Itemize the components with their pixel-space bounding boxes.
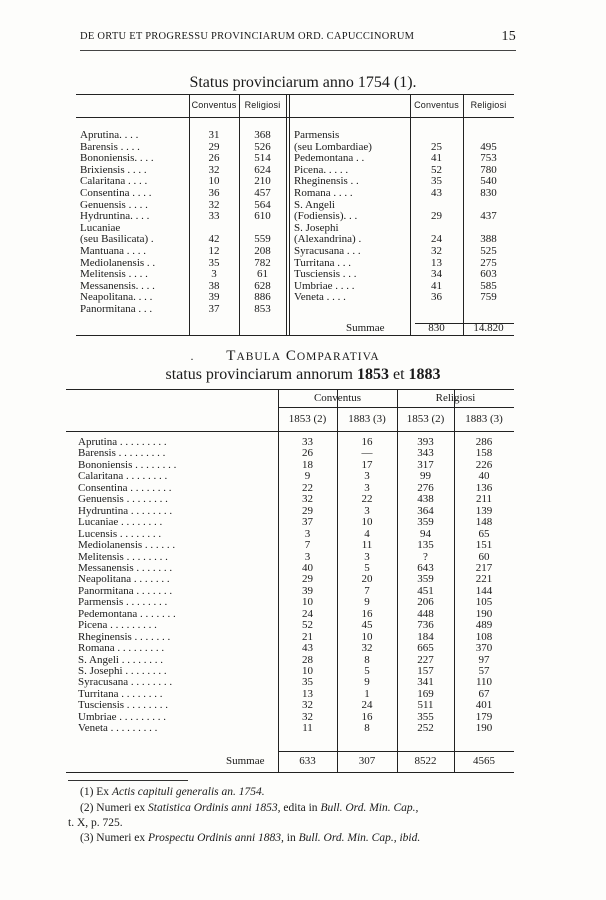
c1853-value: 29 — [302, 504, 313, 517]
r1883-value: 97 — [478, 653, 490, 666]
province-name: Calaritana . . . . . . . . — [78, 470, 168, 483]
province-name: Neapolitana . . . . . . . — [78, 573, 170, 586]
c1853-value: 3 — [304, 527, 311, 540]
fn1-source: Actis capituli generalis an. 1754. — [111, 786, 265, 798]
province-name: Romana . . . . . . . . . — [78, 642, 165, 655]
table1-right-row — [290, 130, 514, 142]
r1853-value: 393 — [417, 436, 434, 448]
table1-left-row — [76, 246, 286, 258]
province-name: Turritana . . . — [294, 256, 352, 269]
religiosi-value: 628 — [254, 279, 271, 292]
province-name: Melitensis . . . . — [80, 268, 148, 281]
province-name: Syracusana . . . — [294, 245, 361, 257]
conventus-value: 36 — [431, 291, 442, 304]
summae-religiosi-1883: 4565 — [473, 755, 495, 767]
conventus-value: 36 — [208, 187, 220, 199]
c1853-value: 10 — [302, 665, 313, 677]
title-year-1853: 1853 — [356, 366, 389, 383]
title-cap-c: C — [285, 348, 297, 364]
fn3-bulletin: Bull. Ord. Min. Cap., ibid. — [298, 832, 421, 844]
religiosi-value: 275 — [480, 256, 497, 269]
religiosi-value: 564 — [254, 198, 271, 211]
r1853-value: 665 — [417, 642, 434, 655]
r1883-value: 108 — [475, 630, 493, 643]
table1-right-row — [290, 246, 514, 258]
left-col-conventus-header: Conventus — [191, 100, 237, 110]
province-name: Aprutina. . . . — [80, 129, 139, 141]
summae-label: Summae — [346, 322, 385, 334]
c1853-value: 32 — [302, 699, 313, 712]
footnote-1 — [80, 786, 265, 798]
fn2-prefix: (2) Numeri ex — [80, 802, 146, 814]
c1883-value: 5 — [364, 561, 370, 574]
fn1-prefix: (1) Ex — [80, 786, 110, 798]
province-name: S. Angeli . . . . . . . . — [78, 653, 163, 666]
province-name: Barensis . . . . — [80, 140, 140, 153]
c1883-value: 8 — [364, 722, 370, 735]
table1-title: Status provinciarum anno 1754 (1). — [189, 74, 417, 91]
province-name: Umbriae . . . . . . . . . — [78, 710, 166, 723]
religiosi-value: 526 — [254, 140, 271, 153]
summae-conventus: 830 — [428, 322, 445, 334]
r1853-value: 451 — [417, 584, 434, 597]
r1853-value: 359 — [417, 516, 434, 529]
table2-row — [66, 540, 514, 551]
table2-row — [66, 620, 514, 631]
province-name: Parmensis . . . . . . . . — [78, 596, 168, 609]
c1853-value: 7 — [304, 539, 311, 552]
c1883-value: 22 — [361, 493, 373, 506]
c1853-value: 11 — [302, 722, 313, 735]
left-col-religiosi-header: Religiosi — [244, 100, 281, 110]
c1853-value: 22 — [302, 481, 313, 494]
conventus-value: 10 — [208, 175, 220, 188]
title-smallcaps-abula: ABULA — [236, 351, 282, 363]
conventus-value: 32 — [208, 198, 220, 211]
fn3-source: Prospectu Ordinis anni 1883, — [148, 832, 284, 844]
province-name: Veneta . . . . . . . . . — [78, 722, 158, 735]
c1883-value: 5 — [364, 665, 370, 677]
ornament-dot: · — [190, 352, 194, 366]
table2-title-line1 — [0, 348, 606, 365]
r1853-value: 135 — [417, 539, 434, 552]
religiosi-value: 830 — [480, 187, 497, 199]
c1883-value: 7 — [364, 584, 370, 597]
conventus-value: 52 — [431, 163, 442, 176]
religiosi-value: 780 — [480, 163, 497, 176]
province-name: Panormitana . . . . . . . — [78, 584, 173, 597]
conventus-value: 29 — [208, 140, 220, 153]
r1883-value: 370 — [475, 642, 493, 655]
conventus-value: 32 — [431, 245, 442, 257]
province-name: Mediolanensis . . . . . . — [78, 539, 176, 552]
province-name: Picena . . . . . . . . . — [78, 619, 157, 632]
fn2-source: Statistica Ordinis anni 1853, — [148, 802, 281, 814]
group-religiosi-header: Religiosi — [435, 392, 476, 404]
header-rule — [76, 117, 514, 118]
religiosi-value: 782 — [254, 256, 271, 269]
conventus-value: 35 — [208, 256, 220, 269]
r1883-value: 40 — [478, 470, 490, 483]
c1853-value: 40 — [302, 561, 313, 574]
table1-left-row — [76, 304, 286, 316]
footnote-2-continuation: t. X, p. 725. — [68, 817, 123, 829]
table1-right-row — [290, 188, 514, 200]
religiosi-value: 388 — [480, 233, 497, 246]
province-name: Aprutina . . . . . . . . . — [78, 436, 167, 448]
c1883-value: 20 — [361, 573, 373, 586]
c1883-value: 9 — [364, 676, 370, 689]
conventus-value: 42 — [208, 233, 220, 246]
province-name: S. Josephi . . . . . . . . — [78, 665, 167, 677]
r1853-value: 448 — [417, 607, 434, 620]
province-name: Hydruntina . . . . . . . . — [78, 504, 173, 517]
c1883-value: 3 — [364, 550, 370, 563]
right-col-conventus-header: Conventus — [414, 100, 459, 110]
province-name: Lucaniae . . . . . . . . — [78, 516, 163, 529]
r1883-value: 57 — [478, 665, 490, 677]
province-name: Pedemontana . . — [294, 152, 365, 165]
footnote-2 — [80, 802, 418, 814]
r1883-value: 221 — [475, 573, 493, 586]
conventus-value: 39 — [208, 291, 220, 304]
conventus-value: 25 — [431, 140, 442, 153]
province-name: Genuensis . . . . . . . . — [78, 493, 168, 506]
religiosi-value: 853 — [254, 303, 271, 315]
religiosi-value: 61 — [257, 268, 268, 281]
province-name: Consentina . . . . — [80, 187, 152, 199]
group-conventus-header: Conventus — [313, 392, 362, 404]
r1883-value: 136 — [475, 481, 493, 494]
province-name: (Fodiensis). . . — [294, 210, 358, 223]
province-name: Tusciensis . . . . . . . . — [78, 699, 169, 712]
c1883-value: 16 — [361, 607, 373, 620]
province-name: Hydruntina. . . . — [80, 210, 150, 223]
r1853-value: 184 — [417, 630, 434, 643]
r1853-value: 227 — [417, 653, 434, 666]
conventus-value: 29 — [431, 210, 442, 223]
r1853-value: 511 — [417, 699, 434, 712]
c1853-value: 35 — [302, 676, 313, 689]
table2-row — [66, 723, 514, 734]
r1853-value: 438 — [417, 493, 434, 506]
c1853-value: 26 — [302, 447, 313, 460]
r1883-value: 60 — [478, 550, 490, 563]
religiosi-value: 759 — [480, 291, 497, 304]
province-name: Rheginensis . . — [294, 175, 359, 188]
province-name: Mantuana . . . . — [80, 245, 146, 257]
r1883-value: 158 — [475, 447, 493, 460]
r1883-value: 401 — [475, 699, 493, 712]
r1853-value: 643 — [417, 561, 434, 574]
r1853-value: 317 — [417, 458, 434, 471]
r1883-value: 217 — [475, 561, 493, 574]
province-name: Pedemontana . . . . . . . — [78, 607, 176, 620]
c1883-value: 8 — [364, 653, 370, 666]
province-name: Messanensis. . . . — [80, 279, 155, 292]
r1883-value: 65 — [478, 527, 490, 540]
c1853-value: 29 — [302, 573, 313, 586]
province-name: Neapolitana. . . . — [80, 291, 153, 304]
r1883-value: 190 — [475, 607, 493, 620]
summae-religiosi-1853: 8522 — [414, 755, 437, 767]
religiosi-value: 525 — [480, 245, 497, 257]
r1853-value: 359 — [417, 573, 434, 586]
r1853-value: 276 — [417, 481, 434, 494]
c1853-value: 32 — [302, 493, 313, 506]
r1883-value: 105 — [475, 596, 493, 609]
running-header — [80, 31, 516, 42]
c1883-value: 3 — [364, 481, 370, 494]
province-name: Bononiensis . . . . . . . . — [78, 458, 177, 471]
c1853-value: 32 — [302, 710, 313, 723]
c1883-value: 3 — [364, 470, 370, 483]
province-name: Turritana . . . . . . . . — [78, 687, 163, 700]
c1883-value: 11 — [361, 539, 373, 552]
summae-religiosi: 14.820 — [473, 322, 504, 334]
c1853-value: 28 — [302, 653, 313, 666]
table-1754 — [76, 94, 514, 336]
table1-right-row — [290, 153, 514, 165]
province-name: Lucensis . . . . . . . . — [78, 527, 162, 540]
religiosi-value: 437 — [480, 210, 497, 223]
province-name: Bononiensis. . . . — [80, 152, 154, 165]
province-name: S. Angeli — [294, 198, 335, 211]
r1883-value: 139 — [475, 504, 493, 517]
conventus-value: 34 — [431, 268, 442, 281]
conventus-value: 32 — [208, 163, 220, 176]
c1883-value: 9 — [364, 596, 370, 609]
title-et: et — [392, 366, 405, 383]
r1853-value: 355 — [417, 710, 434, 723]
summae-conventus-1853: 633 — [299, 755, 316, 767]
conventus-value: 35 — [431, 175, 442, 188]
header-rule — [66, 431, 514, 432]
religiosi-value: 624 — [254, 163, 271, 176]
conventus-value: 38 — [208, 279, 220, 292]
r1853-value: ? — [423, 550, 428, 563]
religiosi-value: 559 — [254, 233, 271, 246]
c1853-value: 3 — [304, 550, 311, 563]
c1883-value: 45 — [361, 619, 373, 632]
c1883-value: — — [361, 447, 373, 460]
c1883-value: 10 — [361, 630, 373, 643]
r1853-value: 736 — [417, 619, 434, 632]
summae-row — [66, 756, 514, 767]
r1853-value: 169 — [417, 687, 434, 700]
r1853-value: 252 — [417, 722, 434, 735]
r1853-value: 99 — [420, 470, 431, 483]
religiosi-value: 603 — [480, 268, 497, 281]
c1883-value: 16 — [361, 710, 373, 723]
title-smallcaps-omparativa: OMPARATIVA — [296, 351, 380, 363]
table1-right-row — [290, 292, 514, 304]
province-name: Consentina . . . . . . . . — [78, 481, 172, 494]
religiosi-value: 886 — [254, 291, 271, 304]
conventus-value: 13 — [431, 256, 442, 269]
r1853-value: 157 — [417, 665, 434, 677]
religiosi-value: 208 — [254, 245, 271, 257]
c1883-value: 1 — [364, 687, 370, 700]
province-name: Veneta . . . . — [294, 291, 346, 304]
r1883-value: 67 — [478, 687, 490, 700]
c1883-value: 4 — [364, 527, 370, 540]
title-cap-t: T — [226, 348, 237, 364]
province-name: Brixiensis . . . . — [80, 163, 147, 176]
summae-rule — [278, 751, 514, 752]
religiosi-value: 368 — [254, 129, 271, 141]
title-text: status provinciarum annorum — [165, 366, 353, 383]
summae-conventus-1883: 307 — [358, 755, 376, 767]
running-header-title: DE ORTU ET PROGRESSU PROVINCIARUM ORD. CAPUCCINORUM — [80, 31, 415, 42]
c1883-value: 16 — [361, 436, 373, 448]
province-name: Lucaniae — [80, 221, 121, 234]
province-name: S. Josephi — [294, 221, 339, 234]
conventus-value: 3 — [211, 268, 217, 281]
province-name: Panormitana . . . — [80, 303, 153, 315]
c1853-value: 33 — [302, 436, 313, 448]
fn3-mid: in — [286, 832, 296, 844]
sub-header-conventus-1853: 1853 (2) — [288, 413, 327, 425]
conventus-value: 41 — [431, 152, 442, 165]
title-year-1883: 1883 — [408, 366, 441, 383]
r1883-value: 144 — [475, 584, 493, 597]
conventus-value: 41 — [431, 279, 442, 292]
religiosi-value: 585 — [480, 279, 497, 292]
religiosi-value: 495 — [480, 140, 497, 153]
r1883-value: 190 — [475, 722, 493, 735]
conventus-value: 37 — [208, 303, 220, 315]
header-rule — [80, 50, 516, 51]
c1853-value: 52 — [302, 619, 313, 632]
c1883-value: 10 — [361, 516, 373, 529]
r1883-value: 110 — [475, 676, 493, 689]
r1883-value: 148 — [475, 516, 493, 529]
conventus-value: 33 — [208, 210, 220, 223]
summae-label: Summae — [226, 755, 265, 767]
c1853-value: 39 — [302, 584, 313, 597]
fn2-mid: edita in — [283, 802, 318, 814]
r1853-value: 364 — [417, 504, 434, 517]
province-name: Parmensis — [294, 129, 340, 141]
religiosi-value: 753 — [480, 152, 497, 165]
fn3-prefix: (3) Numeri ex — [80, 832, 146, 844]
religiosi-value: 457 — [254, 187, 271, 199]
religiosi-value: 210 — [254, 175, 271, 188]
province-name: Tusciensis . . . — [294, 268, 357, 281]
table2-row — [66, 517, 514, 528]
c1853-value: 9 — [304, 470, 311, 483]
conventus-value: 24 — [431, 233, 442, 246]
c1853-value: 24 — [302, 607, 313, 620]
r1853-value: 341 — [417, 676, 434, 689]
province-name: (seu Lombardiae) — [294, 140, 372, 153]
c1853-value: 18 — [302, 458, 313, 471]
religiosi-value: 540 — [480, 175, 497, 188]
province-name: (seu Basilicata) . — [80, 233, 154, 246]
province-name: Genuensis . . . . — [80, 198, 148, 211]
table1-left-row — [76, 269, 286, 281]
province-name: Calaritana . . . . — [80, 175, 148, 188]
table1-left-row — [76, 211, 286, 223]
r1853-value: 206 — [417, 596, 434, 609]
religiosi-value: 610 — [254, 210, 271, 223]
conventus-value: 12 — [208, 245, 220, 257]
summae-row — [346, 323, 514, 335]
r1883-value: 179 — [475, 710, 493, 723]
r1853-value: 343 — [417, 447, 434, 460]
sub-header-religiosi-1853: 1853 (2) — [406, 413, 445, 425]
comparative-table — [66, 389, 514, 773]
province-name: Mediolanensis . . — [80, 256, 156, 269]
conventus-value: 26 — [208, 152, 220, 165]
sub-header-religiosi-1883: 1883 (3) — [465, 413, 503, 425]
province-name: Rheginensis . . . . . . . — [78, 630, 171, 643]
c1883-value: 24 — [361, 699, 373, 712]
province-name: Umbriae . . . . — [294, 279, 355, 292]
footnote-rule — [68, 780, 188, 781]
province-name: Romana . . . . — [294, 187, 353, 199]
religiosi-value: 514 — [254, 152, 271, 165]
fn2-bulletin: Bull. Ord. Min. Cap., — [320, 802, 419, 814]
c1883-value: 3 — [364, 504, 370, 517]
table2-row — [66, 597, 514, 608]
c1853-value: 21 — [302, 630, 313, 643]
province-name: Barensis . . . . . . . . . — [78, 447, 166, 460]
c1853-value: 13 — [302, 687, 313, 700]
r1853-value: 94 — [420, 527, 431, 540]
table2-row — [66, 643, 514, 654]
province-name: Messanensis . . . . . . . — [78, 561, 173, 574]
group-header-rule — [278, 407, 514, 408]
r1883-value: 226 — [475, 458, 493, 471]
right-col-religiosi-header: Religiosi — [470, 100, 507, 110]
footnote-3 — [80, 832, 420, 844]
sub-header-conventus-1883: 1883 (3) — [348, 413, 386, 425]
r1883-value: 286 — [475, 436, 493, 448]
province-name: Picena. . . . . — [294, 163, 349, 176]
conventus-value: 43 — [431, 187, 442, 199]
conventus-value: 31 — [208, 129, 220, 141]
table1-right-row — [290, 269, 514, 281]
table1-left-row — [76, 130, 286, 142]
c1853-value: 10 — [302, 596, 313, 609]
table1-left-row — [76, 188, 286, 200]
page-number: 15 — [501, 29, 516, 44]
r1883-value: 489 — [475, 619, 493, 632]
r1883-value: 151 — [475, 539, 493, 552]
province-name: (Alexandrina) . — [294, 233, 362, 246]
c1853-value: 37 — [302, 516, 313, 529]
c1853-value: 43 — [302, 642, 313, 655]
table1-left-row — [76, 153, 286, 165]
table2-title-line2 — [0, 366, 606, 384]
r1883-value: 211 — [475, 493, 493, 506]
province-name: Syracusana . . . . . . . . — [78, 676, 173, 689]
table1-right-row — [290, 211, 514, 223]
province-name: Melitensis . . . . . . . . — [78, 550, 168, 563]
c1883-value: 17 — [361, 458, 373, 471]
table2-row — [66, 494, 514, 505]
c1883-value: 32 — [361, 642, 373, 655]
